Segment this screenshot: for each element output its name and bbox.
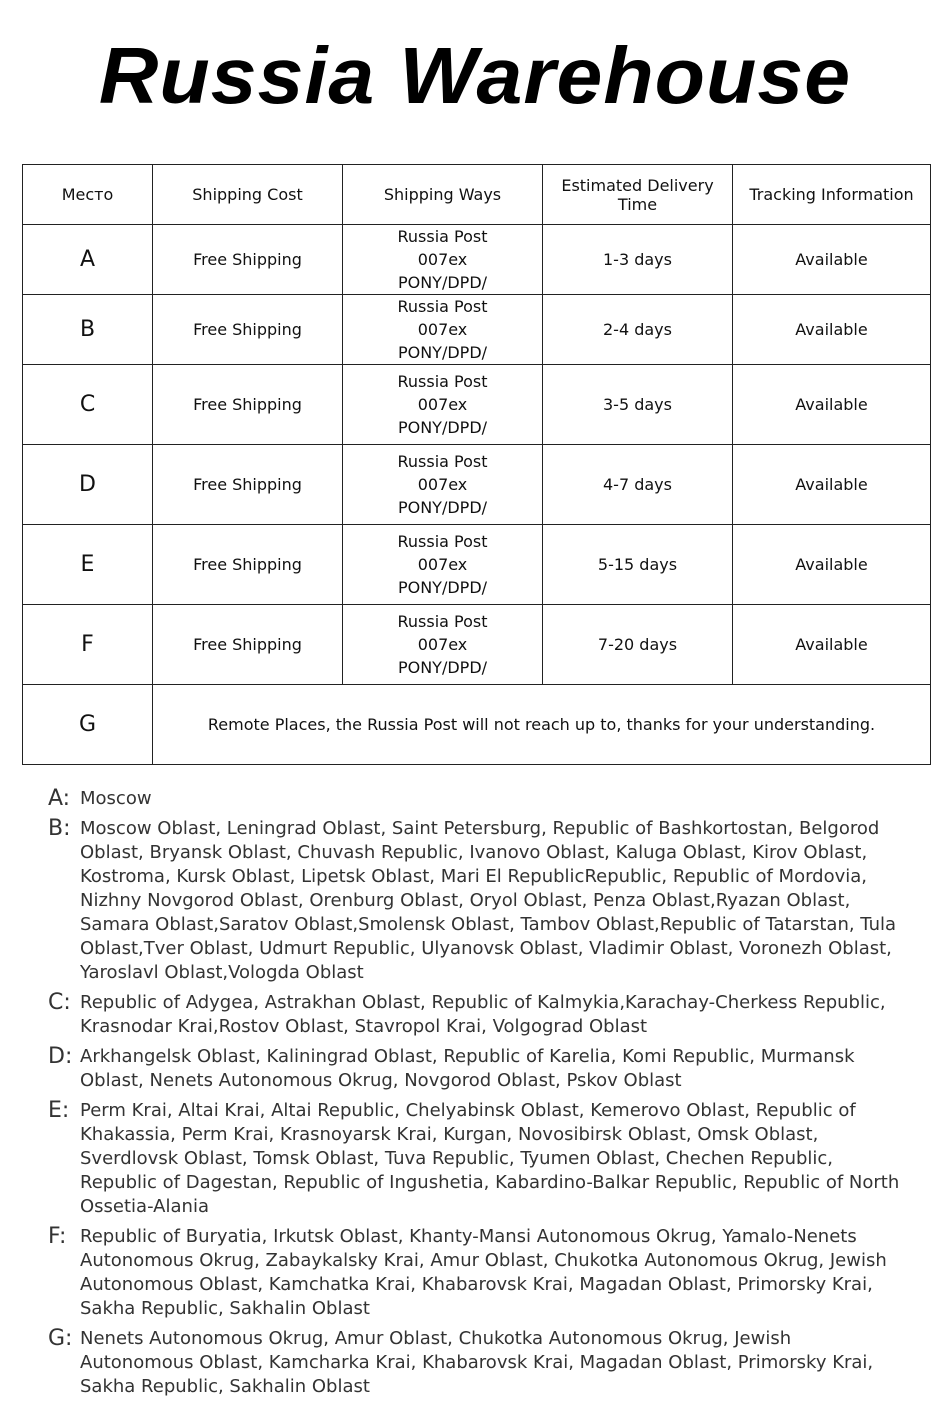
- place-cell: G: [23, 685, 153, 765]
- table-row-remote: [23, 685, 931, 765]
- remote-note: Remote Places, the Russia Post will not reach up to, thanks for your understanding.: [153, 685, 931, 765]
- region-letter: D:: [48, 1044, 73, 1069]
- header-shipping-ways: Shipping Ways: [343, 165, 543, 225]
- way-line: Russia Post: [397, 612, 488, 631]
- region-text: Arkhangelsk Oblast, Kaliningrad Oblast, Republic of Karelia, Komi Republic, Murmansk Oblast, Nenets Autonomous Okrug, Novgorod Oblast, Pskov Oblast: [80, 1046, 855, 1091]
- tracking-cell: Available: [733, 225, 931, 295]
- table-row: [23, 445, 931, 525]
- time-cell: 2-4 days: [543, 295, 733, 365]
- way-line: Russia Post: [397, 227, 488, 246]
- ways-cell: [343, 295, 543, 365]
- place-cell: A: [23, 225, 153, 295]
- way-line: Russia Post: [397, 532, 488, 551]
- header-shipping-cost: Shipping Cost: [153, 165, 343, 225]
- table-row: [23, 525, 931, 605]
- region-text: Republic of Buryatia, Irkutsk Oblast, Khanty-Mansi Autonomous Okrug, Yamalo-Nenets Autonomous Okrug, Zabaykalsky Krai, Amur Oblast, Chukotka Autonomous Okrug, Jewish Autonomous Oblast, Kamchatka Krai, Khabarovsk Krai, Magadan Oblast, Primorsky Krai, Sakha Republic, Sakhalin Oblast: [80, 1226, 887, 1319]
- way-line: PONY/DPD/: [397, 578, 488, 597]
- way-line: PONY/DPD/: [397, 658, 488, 677]
- ways-cell: [343, 365, 543, 445]
- region-g: [48, 1327, 908, 1399]
- region-text: Nenets Autonomous Okrug, Amur Oblast, Chukotka Autonomous Okrug, Jewish Autonomous Oblast, Kamcharka Krai, Khabarovsk Krai, Magadan Oblast, Primorsky Krai, Sakha Republic, Sakhalin Oblast: [80, 1328, 874, 1397]
- way-line: Russia Post: [397, 452, 488, 471]
- way-line: PONY/DPD/: [397, 418, 488, 437]
- time-cell: 7-20 days: [543, 605, 733, 685]
- place-cell: D: [23, 445, 153, 525]
- time-cell: 3-5 days: [543, 365, 733, 445]
- place-cell: F: [23, 605, 153, 685]
- table-row: [23, 295, 931, 365]
- way-line: 007ex: [417, 635, 468, 654]
- cost-cell: Free Shipping: [153, 605, 343, 685]
- cost-cell: Free Shipping: [153, 295, 343, 365]
- time-cell: 5-15 days: [543, 525, 733, 605]
- region-letter: C:: [48, 990, 71, 1015]
- region-c: [48, 991, 908, 1039]
- way-line: PONY/DPD/: [397, 273, 488, 292]
- way-line: Russia Post: [397, 372, 488, 391]
- ways-cell: [343, 525, 543, 605]
- region-letter: A:: [48, 786, 71, 811]
- tracking-cell: Available: [733, 605, 931, 685]
- cost-cell: Free Shipping: [153, 365, 343, 445]
- region-text: Moscow Oblast, Leningrad Oblast, Saint Petersburg, Republic of Bashkortostan, Belgorod Oblast, Bryansk Oblast, Chuvash Republic, Ivanovo Oblast, Kaluga Oblast, Kirov Oblast, Kostroma, Kursk Oblast, Lipetsk Oblast, Mari El RepublicRepublic, Republic of Mordovia, Nizhny Novgorod Oblast, Orenburg Oblast, Oryol Oblast, Penza Oblast,Ryazan Oblast, Samara Oblast,Saratov Oblast,Smolensk Oblast, Tambov Oblast,Republic of Tatarstan, Tula Oblast,Tver Oblast, Udmurt Republic, Ulyanovsk Oblast, Vladimir Oblast, Voronezh Oblast, Yaroslavl Oblast,Vologda Oblast: [80, 818, 897, 983]
- region-text: Moscow: [80, 788, 152, 809]
- region-letter: G:: [48, 1326, 73, 1351]
- way-line: PONY/DPD/: [397, 498, 488, 517]
- tracking-cell: Available: [733, 525, 931, 605]
- region-b: [48, 817, 908, 985]
- header-delivery-time: Estimated Delivery Time: [543, 165, 733, 225]
- page-title: Russia Warehouse: [98, 31, 852, 120]
- region-text: Perm Krai, Altai Krai, Altai Republic, Chelyabinsk Oblast, Kemerovo Oblast, Republic of Khakassia, Perm Krai, Krasnoyarsk Krai, Kurgan, Novosibirsk Oblast, Omsk Oblast, Sverdlovsk Oblast, Tomsk Oblast, Tuva Republic, Tyumen Oblast, Chechen Republic, Republic of Dagestan, Republic of Ingushetia, Kabardino-Balkar Republic, Republic of North Ossetia-Alania: [80, 1100, 900, 1217]
- ways-cell: [343, 445, 543, 525]
- place-cell: E: [23, 525, 153, 605]
- region-letter: B:: [48, 816, 71, 841]
- region-e: [48, 1099, 908, 1219]
- region-text: Republic of Adygea, Astrakhan Oblast, Republic of Kalmykia,Karachay-Cherkess Republic, Krasnodar Krai,Rostov Oblast, Stavropol Krai, Volgograd Oblast: [80, 992, 886, 1037]
- way-line: 007ex: [417, 475, 468, 494]
- region-a: [48, 787, 908, 811]
- tracking-cell: Available: [733, 365, 931, 445]
- way-line: 007ex: [417, 320, 468, 339]
- ways-cell: [343, 605, 543, 685]
- cost-cell: Free Shipping: [153, 525, 343, 605]
- way-line: 007ex: [417, 395, 468, 414]
- way-line: 007ex: [417, 555, 468, 574]
- time-cell: 1-3 days: [543, 225, 733, 295]
- shipping-table: [22, 164, 931, 765]
- place-cell: C: [23, 365, 153, 445]
- header-tracking: Tracking Information: [733, 165, 931, 225]
- table-row: [23, 365, 931, 445]
- table-row: [23, 605, 931, 685]
- region-letter: F:: [48, 1224, 67, 1249]
- place-cell: B: [23, 295, 153, 365]
- region-f: [48, 1225, 908, 1321]
- region-list: [48, 787, 908, 1405]
- header-place: Место: [23, 165, 153, 225]
- region-letter: E:: [48, 1098, 70, 1123]
- cost-cell: Free Shipping: [153, 445, 343, 525]
- tracking-cell: Available: [733, 445, 931, 525]
- table-row: [23, 225, 931, 295]
- ways-cell: [343, 225, 543, 295]
- way-line: PONY/DPD/: [397, 343, 488, 362]
- region-d: [48, 1045, 908, 1093]
- time-cell: 4-7 days: [543, 445, 733, 525]
- table-header-row: [23, 165, 931, 225]
- way-line: 007ex: [417, 250, 468, 269]
- way-line: Russia Post: [397, 297, 488, 316]
- cost-cell: Free Shipping: [153, 225, 343, 295]
- tracking-cell: Available: [733, 295, 931, 365]
